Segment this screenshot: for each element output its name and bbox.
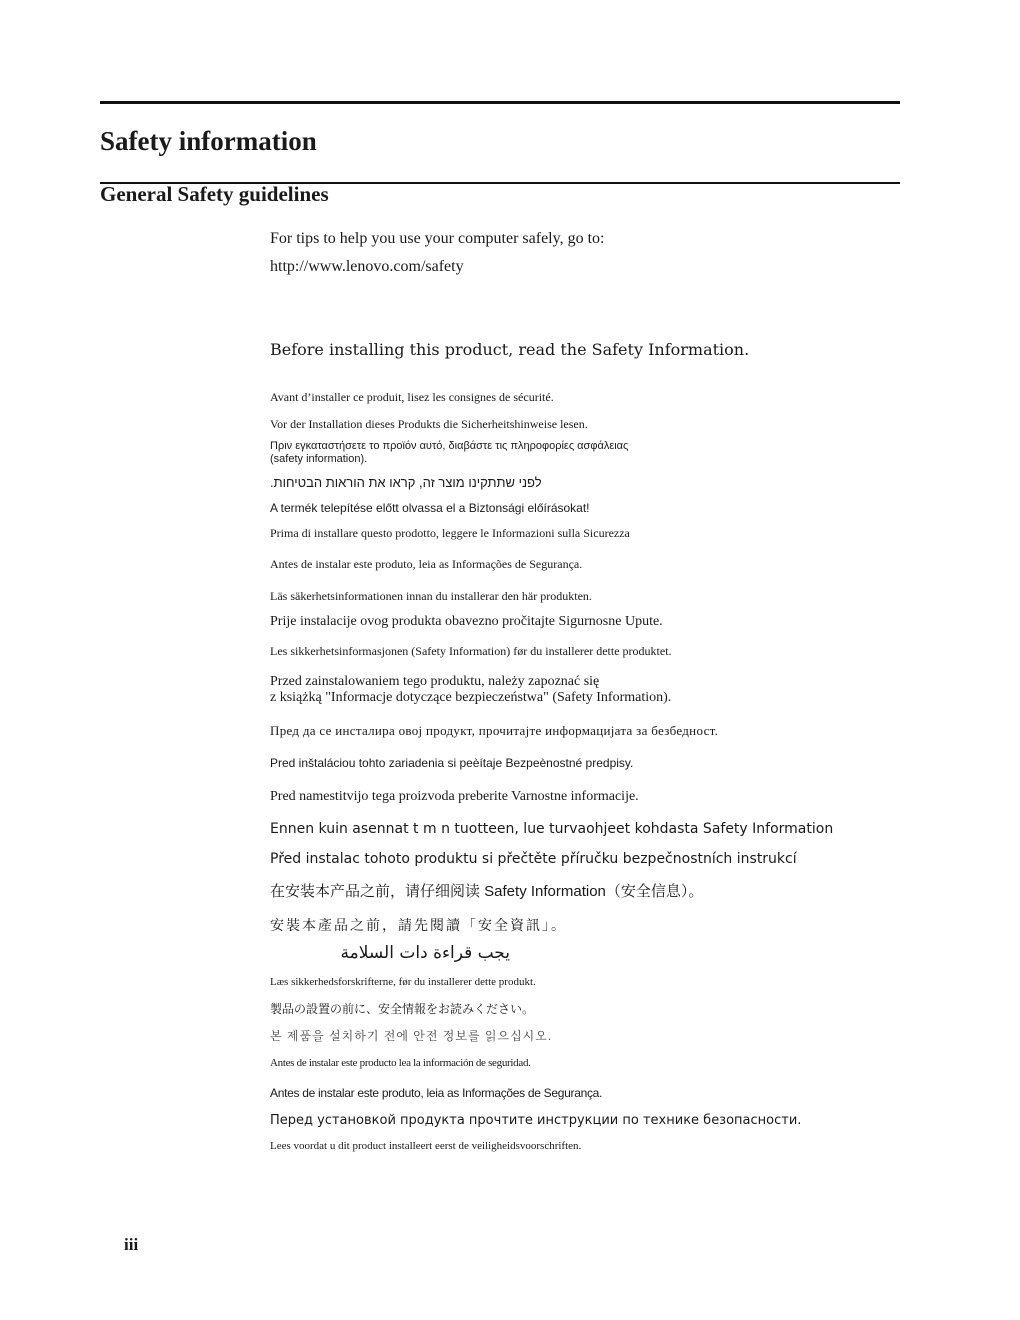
notice-italian: Prima di installare questo prodotto, leggere le Informazioni sulla Sicurezza	[270, 526, 630, 540]
notice-german: Vor der Installation dieses Produkts die Sicherheitshinweise lesen.	[270, 417, 588, 431]
notice-chinese-simplified: 在安装本产品之前，请仔细阅读 Safety Information（安全信息）。	[270, 883, 704, 900]
notice-polish-line-1: Przed zainstalowaniem tego produktu, należy zapoznać się	[270, 674, 600, 689]
notice-dutch: Lees voordat u dit product installeert eerst de veiligheidsvoorschriften.	[270, 1140, 582, 1152]
notice-russian: Перед установкой продукта прочтите инструкции по технике безопасности.	[270, 1113, 802, 1128]
notice-macedonian: Пред да се инсталира овој продукт, прочитајте информацијата за безбедност.	[270, 723, 719, 738]
notice-danish: Læs sikkerhedsforskrifterne, før du installerer dette produkt.	[270, 976, 536, 988]
notice-czech: Před instalac tohoto produktu si přečtěte příručku bezpečnostních instrukcí	[270, 851, 797, 867]
notice-portuguese-br: Antes de instalar este produto, leia as Informações de Segurança.	[270, 1086, 603, 1100]
notice-spanish: Antes de instalar este producto lea la información de seguridad.	[270, 1057, 531, 1069]
notice-finnish: Ennen kuin asennat t m n tuotteen, lue turvaohjeet kohdasta Safety Information	[270, 821, 834, 837]
notice-arabic: يجب قراءة دات السلامة	[340, 943, 510, 963]
notice-polish-line-2: z książką "Informacje dotyczące bezpieczeństwa" (Safety Information).	[270, 690, 672, 705]
section-title: General Safety guidelines	[100, 182, 329, 206]
notice-greek-line-2: (safety information).	[270, 453, 368, 465]
notice-swedish: Läs säkerhetsinformationen innan du installerar den här produkten.	[270, 589, 592, 603]
notice-norwegian: Les sikkerhetsinformasjonen (Safety Information) før du installerer dette produktet.	[270, 644, 672, 658]
notice-greek-line-1: Πριν εγκαταστήσετε το προϊόν αυτό, διαβάστε τις πληροφορίες ασφάλειας	[270, 440, 629, 452]
notice-hungarian: A termék telepítése előtt olvassa el a Biztonsági előírásokat!	[270, 501, 590, 515]
notice-slovak: Pred inštaláciou tohto zariadenia si peèítaje Bezpeènostné predpisy.	[270, 756, 634, 770]
notice-chinese-traditional: 安裝本產品之前，請先閱讀「安全資訊」。	[270, 917, 567, 933]
notice-croatian: Prije instalacije ovog produkta obavezno pročitajte Sigurnosne Upute.	[270, 614, 663, 629]
page-title: Safety information	[100, 126, 317, 156]
notice-polish	[270, 674, 671, 706]
notice-greek	[270, 440, 628, 466]
tips-text: For tips to help you use your computer safely, go to:	[270, 230, 605, 247]
page-number: iii	[124, 1235, 139, 1254]
read-notice: Before installing this product, read the Safety Information.	[270, 340, 750, 359]
safety-url: http://www.lenovo.com/safety	[270, 258, 464, 275]
notice-korean: 본 제품을 설치하기 전에 안전 정보를 읽으십시오.	[270, 1029, 553, 1043]
notice-portuguese: Antes de instalar este produto, leia as Informações de Segurança.	[270, 557, 583, 571]
top-rule	[100, 101, 900, 104]
notice-japanese: 製品の設置の前に、安全情報をお読みください。	[270, 1002, 535, 1016]
notice-slovenian: Pred namestitvijo tega proizvoda preberite Varnostne informacije.	[270, 789, 639, 804]
notice-hebrew: לפני שתתקינו מוצר זה, קראו את הוראות הבטיחות.	[270, 475, 542, 490]
notice-french: Avant d’installer ce produit, lisez les consignes de sécurité.	[270, 390, 554, 404]
